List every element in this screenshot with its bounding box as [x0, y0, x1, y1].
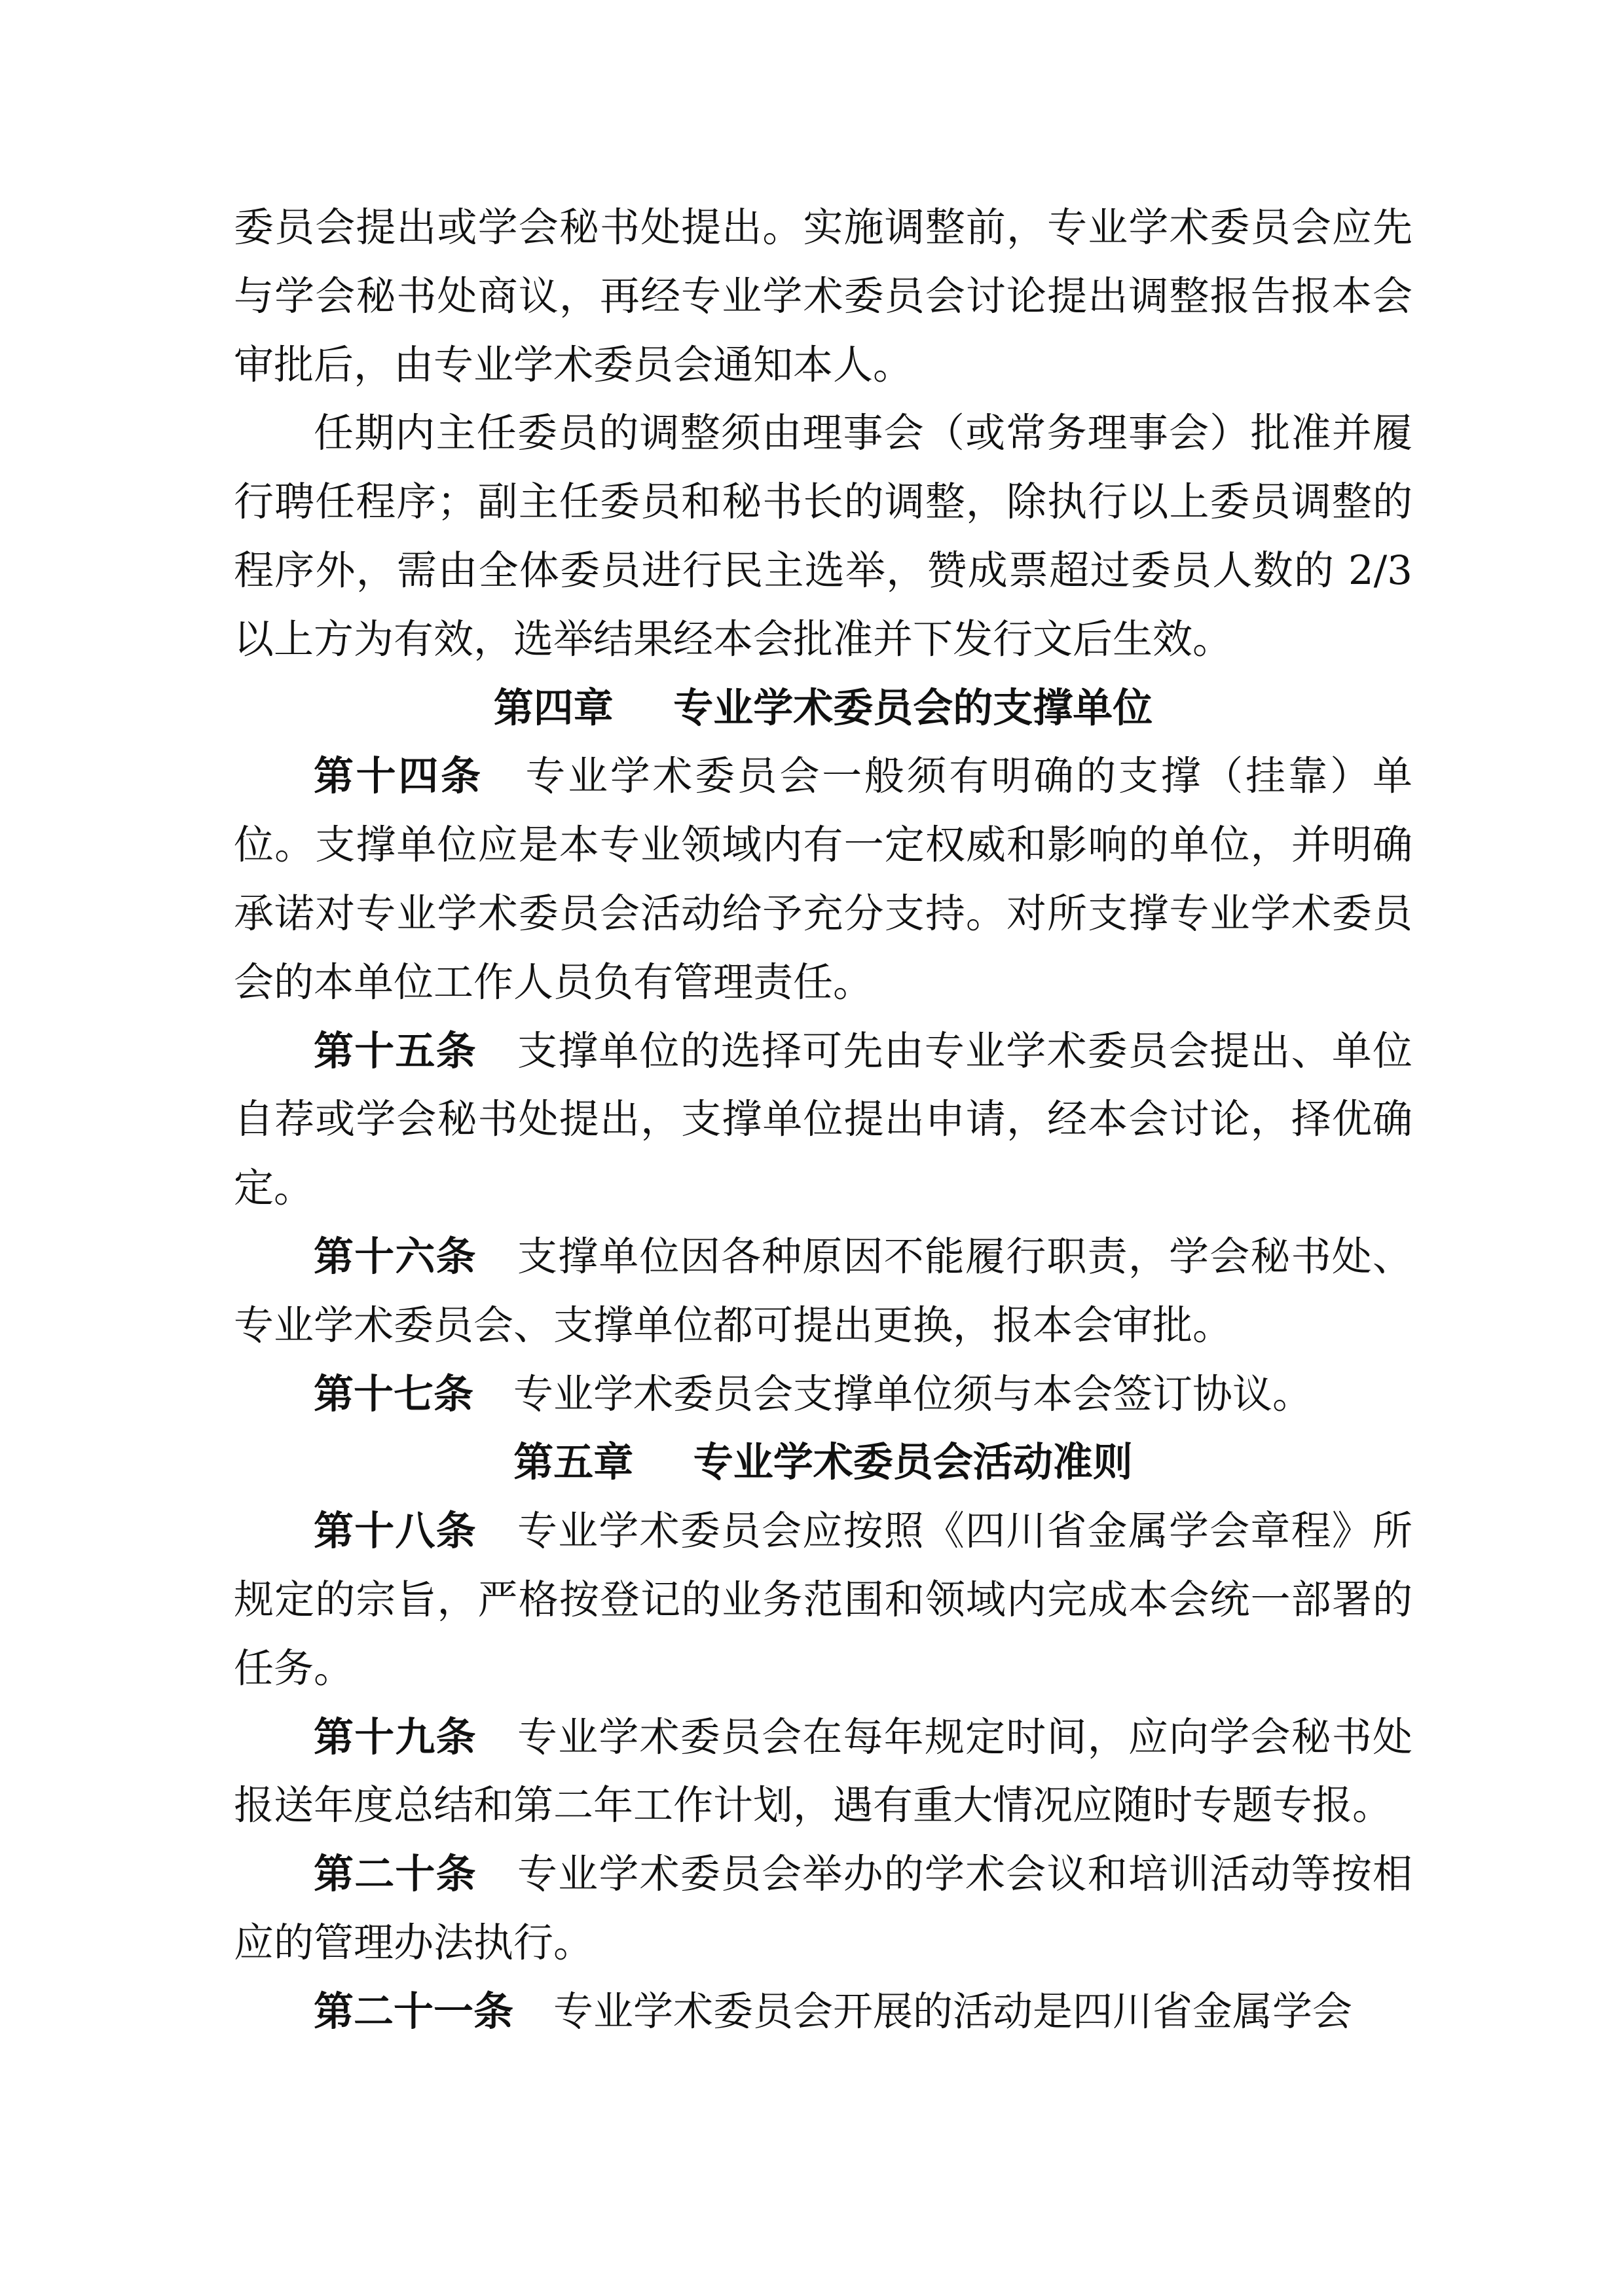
chapter-number: 第五章 — [513, 1439, 634, 1486]
article-18 — [234, 1497, 1412, 1703]
article-text: 支撑单位的选择可先由专业学术委员会提出、单位自荐或学会秘书处提出，支撑单位提出申请，经本会讨论，择优确定。 — [234, 1027, 1412, 1212]
article-20 — [234, 1840, 1412, 1978]
article-text: 专业学术委员会一般须有明确的支撑（挂靠）单位。支撑单位应是本专业领域内有一定权威和影响的单位，并明确承诺对专业学术委员会活动给予充分支持。对所支撑专业学术委员会的本单位工作人员负有管理责任。 — [234, 753, 1412, 1006]
chapter-number: 第四章 — [493, 684, 614, 731]
article-label: 第十九条 — [314, 1713, 477, 1760]
article-text: 专业学术委员会应按照《四川省金属学会章程》所规定的宗旨，严格按登记的业务范围和领域内完成本会统一部署的任务。 — [234, 1508, 1412, 1692]
chapter-title: 专业学术委员会活动准则 — [693, 1439, 1133, 1486]
article-label: 第二十一条 — [314, 1988, 514, 2035]
article-text: 专业学术委员会开展的活动是四川省金属学会 — [553, 1988, 1353, 2035]
article-text: 专业学术委员会支撑单位须与本会签订协议。 — [513, 1370, 1313, 1417]
chapter-heading-4 — [234, 674, 1412, 743]
article-label: 第十八条 — [314, 1508, 477, 1555]
article-text: 专业学术委员会举办的学术会议和培训活动等按相应的管理办法执行。 — [234, 1851, 1412, 1966]
article-label: 第十七条 — [314, 1370, 474, 1417]
article-label: 第二十条 — [314, 1851, 477, 1898]
article-21 — [234, 1978, 1412, 2047]
article-16 — [234, 1223, 1412, 1360]
chapter-title: 专业学术委员会的支撑单位 — [673, 684, 1153, 731]
document-page — [234, 194, 1412, 2047]
chapter-heading-5 — [234, 1429, 1412, 1497]
article-text: 专业学术委员会在每年规定时间，应向学会秘书处报送年度总结和第二年工作计划，遇有重大情况应随时专题专报。 — [234, 1713, 1412, 1829]
article-15 — [234, 1017, 1412, 1223]
paragraph-term-adjustment: 任期内主任委员的调整须由理事会（或常务理事会）批准并履行聘任程序；副主任委员和秘书长的调整，除执行以上委员调整的程序外，需由全体委员进行民主选举，赞成票超过委员人数的 2/3 以上方为有效，选举结果经本会批准并下发行文后生效。 — [234, 410, 1412, 663]
paragraph-continuation: 委员会提出或学会秘书处提出。实施调整前，专业学术委员会应先与学会秘书处商议，再经专业学术委员会讨论提出调整报告报本会审批后，由专业学术委员会通知本人。 — [234, 204, 1412, 388]
article-14 — [234, 742, 1412, 1017]
article-text: 支撑单位因各种原因不能履行职责，学会秘书处、专业学术委员会、支撑单位都可提出更换，报本会审批。 — [234, 1233, 1412, 1349]
article-label: 第十六条 — [314, 1233, 477, 1280]
article-19 — [234, 1704, 1412, 1841]
article-17 — [234, 1360, 1412, 1429]
article-label: 第十四条 — [314, 753, 483, 800]
article-label: 第十五条 — [314, 1027, 477, 1074]
